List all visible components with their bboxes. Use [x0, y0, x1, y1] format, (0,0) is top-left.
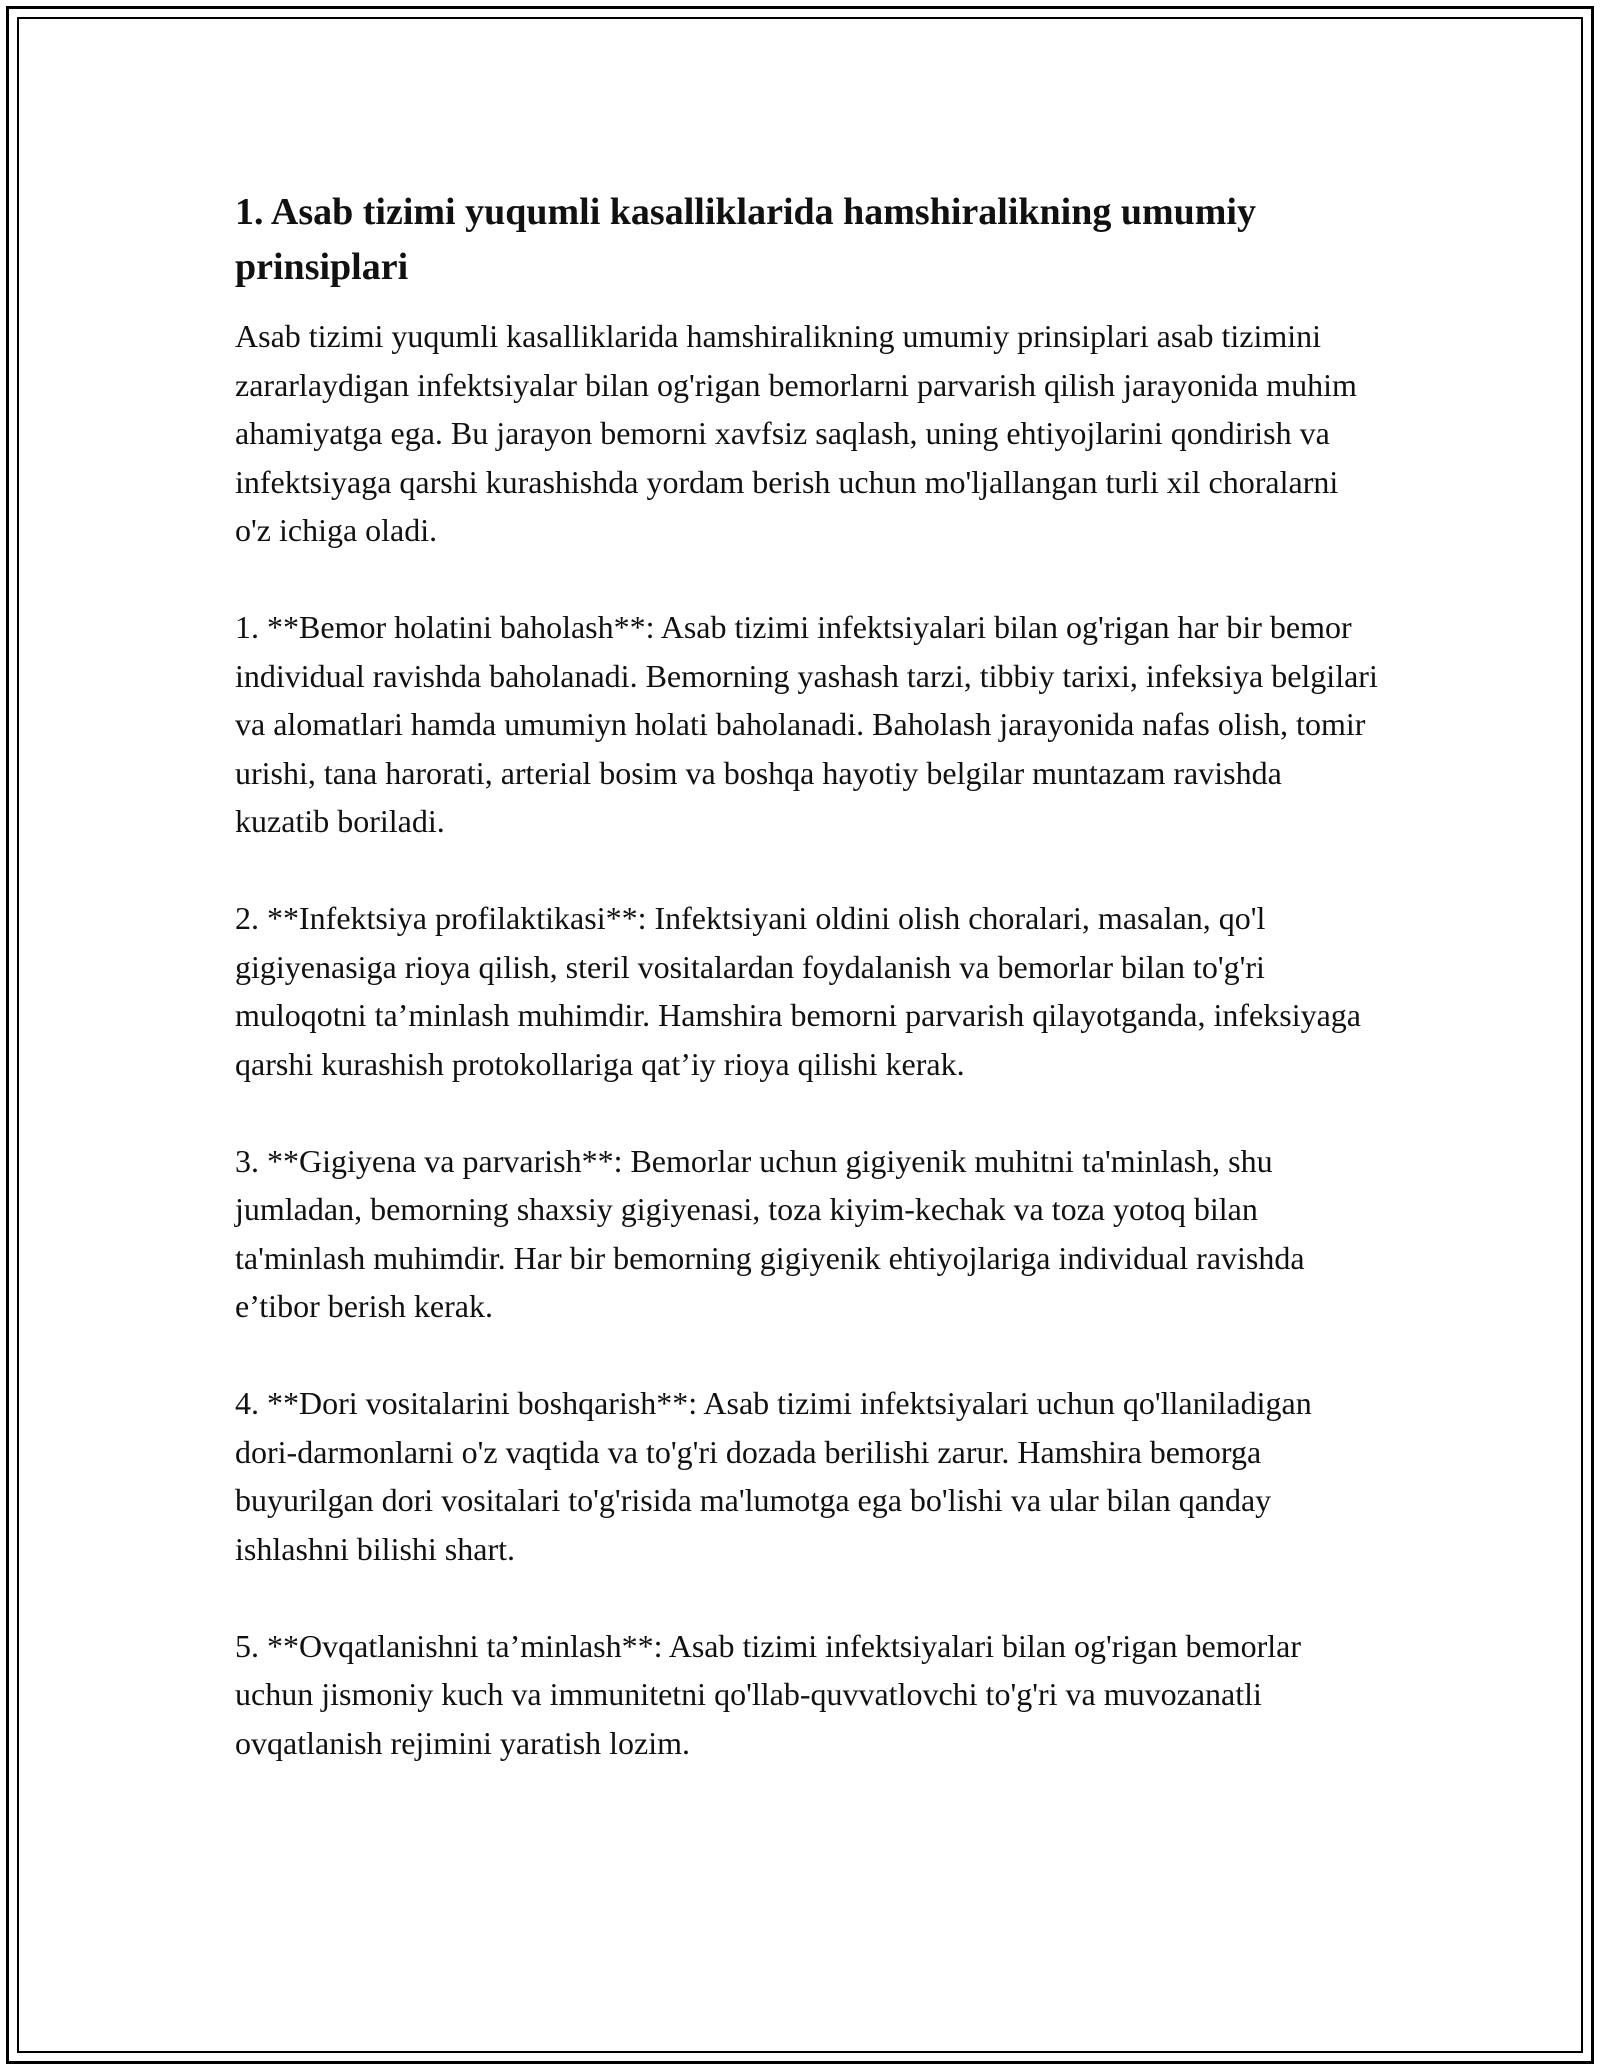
- list-item-hygiene-care: 3. **Gigiyena va parvarish**: Bemorlar uchun gigiyenik muhitni ta'minlash, shu jumladan, bemorning shaxsiy gigiyenasi, toza kiyim-kechak va toza yotoq bilan ta'minlash muhimdir. Har bir bemorning gigiyenik ehtiyojlariga individual ravishda e’tibor berish kerak.: [235, 1142, 1305, 1324]
- list-item-medication-management: 4. **Dori vositalarini boshqarish**: Asab tizimi infektsiyalari uchun qo'llaniladigan dori-darmonlarni o'z vaqtida va to'g'ri dozada berilishi zarur. Hamshira bemorga buyurilgan dori vositalari to'g'risida ma'lumotga ega bo'lishi va ular bilan qanday ishlashni bilishi shart.: [235, 1385, 1312, 1567]
- list-item-infection-prevention: 2. **Infektsiya profilaktikasi**: Infektsiyani oldini olish choralari, masalan, qo'l gigiyenasiga rioya qilish, steril vositalardan foydalanish va bemorlar bilan to'g'ri muloqotni ta’minlash muhimdir. Hamshira bemorni parvarish qilayotganda, infeksiyaga qarshi kurashish protokollariga qat’iy rioya qilishi kerak.: [235, 900, 1361, 1082]
- document-body: [235, 185, 1380, 1816]
- section-title: 1. Asab tizimi yuqumli kasalliklarida hamshiralikning umumiy prinsiplari: [235, 191, 1256, 288]
- list-item-nutrition: 5. **Ovqatlanishni ta’minlash**: Asab tizimi infektsiyalari bilan og'rigan bemorlar uchun jismoniy kuch va immunitetni qo'llab-quvvatlovchi to'g'ri va muvozanatli ovqatlanish rejimini yaratish lozim.: [235, 1627, 1301, 1761]
- list-item-assessment: 1. **Bemor holatini baholash**: Asab tizimi infektsiyalari bilan og'rigan har bir bemor individual ravishda baholanadi. Bemorning yashash tarzi, tibbiy tarixi, infeksiya belgilari va alomatlari hamda umumiyn holati baholanadi. Baholash jarayonida nafas olish, tomir urishi, tana harorati, arterial bosim va boshqa hayotiy belgilar muntazam ravishda kuzatib boriladi.: [235, 609, 1378, 839]
- intro-paragraph: Asab tizimi yuqumli kasalliklarida hamshiralikning umumiy prinsiplari asab tizimini zararlaydigan infektsiyalar bilan og'rigan bemorlarni parvarish qilish jarayonida muhim ahamiyatga ega. Bu jarayon bemorni xavfsiz saqlash, uning ehtiyojlarini qondirish va infektsiyaga qarshi kurashishda yordam berish uchun mo'ljallangan turli xil choralarni o'z ichiga oladi.: [235, 318, 1357, 548]
